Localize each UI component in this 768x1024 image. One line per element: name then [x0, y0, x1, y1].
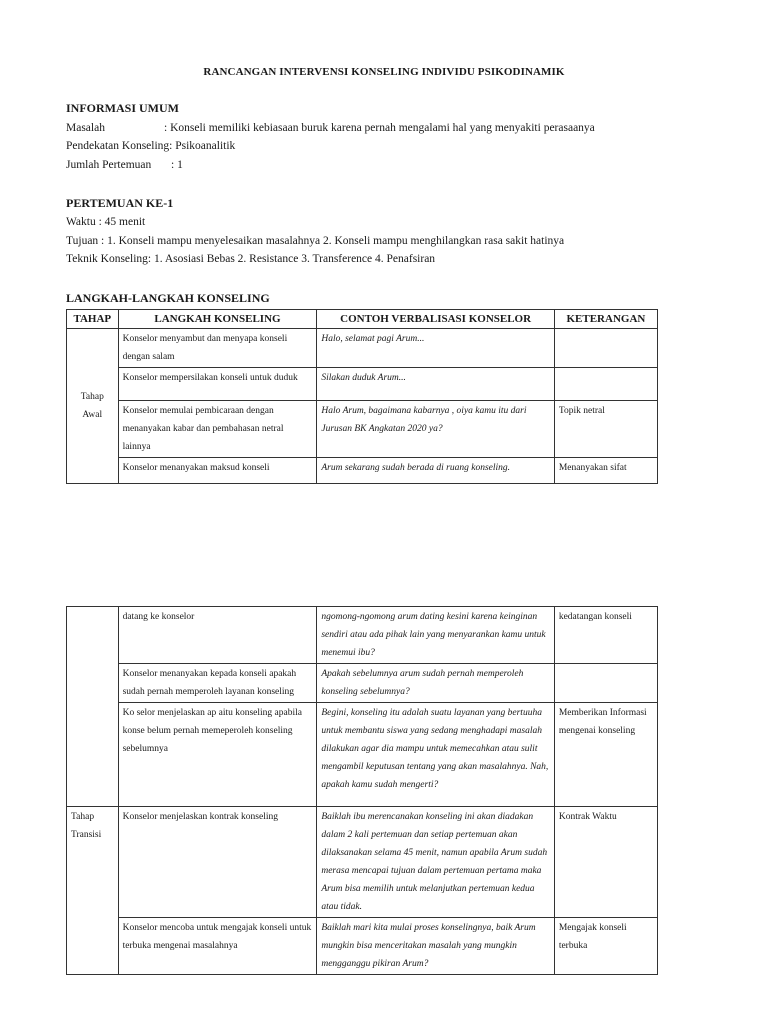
contoh-cell: Baiklah ibu merencanakan konseling ini akan diadakan dalam 2 kali pertemuan dan setiap pertemuan akan dilaksanakan selama 45 menit, namun apabila Arum sudah merasa mencapai tujuan dalam pertemuan pertama maka Arum bisa memilih untuk melanjutkan pertemuan kedua atau tidak.: [317, 807, 554, 918]
contoh-cell: Arum sekarang sudah berada di ruang konseling.: [317, 458, 554, 484]
table-row: [67, 807, 658, 918]
keterangan-cell: Mengajak konseli terbuka: [554, 918, 657, 975]
contoh-cell: Apakah sebelumnya arum sudah pernah memperoleh konseling sebelumnya?: [317, 664, 554, 703]
keterangan-cell: [554, 329, 657, 368]
contoh-cell: ngomong-ngomong arum dating kesini karena keinginan sendiri atau ada pihak lain yang menyarankan kamu untuk menemui ibu?: [317, 607, 554, 664]
page-title: RANCANGAN INTERVENSI KONSELING INDIVIDU PSIKODINAMIK: [203, 66, 565, 78]
header-keterangan: KETERANGAN: [554, 310, 657, 329]
keterangan-cell: Topik netral: [554, 401, 657, 458]
stage-cell: Tahap Awal: [67, 329, 119, 484]
langkah-cell: Konselor menanyakan kepada konseli apakah sudah pernah memperoleh layanan konseling: [118, 664, 317, 703]
contoh-cell: Begini, konseling itu adalah suatu layanan yang bertuuha untuk membantu siswa yang sedang menghadapi masalah dilakukan agar dia mampu untuk memecahkan atau sulit mengambil keputusan tentang yang akan masalahnya. Nah, apakah kamu sudah mengerti?: [317, 703, 554, 807]
keterangan-cell: kedatangan konseli: [554, 607, 657, 664]
section-heading-pertemuan: PERTEMUAN KE-1: [66, 196, 174, 210]
langkah-cell: datang ke konselor: [118, 607, 317, 664]
table-row: [67, 458, 658, 484]
table-row: [67, 918, 658, 975]
langkah-cell: Konselor menanyakan maksud konseli: [118, 458, 317, 484]
table-row: [67, 401, 658, 458]
header-contoh: CONTOH VERBALISASI KONSELOR: [317, 310, 554, 329]
contoh-cell: Baiklah mari kita mulai proses konselingnya, baik Arum mungkin bisa menceritakan masalah yang mungkin mengganggu pikiran Arum?: [317, 918, 554, 975]
counseling-table-part-1: [66, 309, 658, 484]
header-langkah: LANGKAH KONSELING: [118, 310, 317, 329]
pendekatan-line: Pendekatan Konseling: Psikoanalitik: [66, 140, 236, 152]
section-heading-informasi-umum: INFORMASI UMUM: [66, 101, 179, 115]
stage-cell-empty: [67, 607, 119, 807]
table-row: [67, 664, 658, 703]
contoh-cell: Silakan duduk Arum...: [317, 368, 554, 401]
keterangan-cell: [554, 664, 657, 703]
jumlah-label: Jumlah Pertemuan: [66, 159, 152, 171]
jumlah-line: [66, 159, 183, 171]
teknik-line: Teknik Konseling: 1. Asosiasi Bebas 2. Resistance 3. Transference 4. Penafsiran: [66, 253, 436, 265]
masalah-label: Masalah: [66, 122, 105, 134]
section-heading-langkah: LANGKAH-LANGKAH KONSELING: [66, 291, 270, 305]
table-row: [67, 368, 658, 401]
counseling-table-part-2: [66, 606, 658, 975]
langkah-cell: Konselor mencoba untuk mengajak konseli untuk terbuka mengenai masalahnya: [118, 918, 317, 975]
table-header-row: [67, 310, 658, 329]
keterangan-cell: Menanyakan sifat: [554, 458, 657, 484]
langkah-cell: Konselor menjelaskan kontrak konseling: [118, 807, 317, 918]
header-tahap: TAHAP: [67, 310, 119, 329]
contoh-cell: Halo, selamat pagi Arum...: [317, 329, 554, 368]
table-row: [67, 329, 658, 368]
langkah-cell: Konselor mempersilakan konseli untuk duduk: [118, 368, 317, 401]
jumlah-value: : 1: [171, 159, 183, 171]
contoh-cell: Halo Arum, bagaimana kabarnya , oiya kamu itu dari Jurusan BK Angkatan 2020 ya?: [317, 401, 554, 458]
table-row: [67, 703, 658, 807]
langkah-cell: Ko selor menjelaskan ap aitu konseling apabila konse belum pernah memeperoleh konseling sebelumnya: [118, 703, 317, 807]
tujuan-line: Tujuan : 1. Konseli mampu menyelesaikan masalahnya 2. Konseli mampu menghilangkan rasa sakit hatinya: [66, 235, 565, 247]
keterangan-cell: [554, 368, 657, 401]
keterangan-cell: Memberikan Informasi mengenai konseling: [554, 703, 657, 807]
langkah-cell: Konselor memulai pembicaraan dengan menanyakan kabar dan pembahasan netral lainnya: [118, 401, 317, 458]
waktu-line: Waktu : 45 menit: [66, 216, 146, 228]
langkah-cell: Konselor menyambut dan menyapa konseli dengan salam: [118, 329, 317, 368]
stage-cell: Tahap Transisi: [67, 807, 119, 975]
table-row: [67, 607, 658, 664]
masalah-value: : Konseli memiliki kebiasaan buruk karena pernah mengalami hal yang menyakiti perasaanya: [164, 122, 595, 134]
keterangan-cell: Kontrak Waktu: [554, 807, 657, 918]
masalah-line: [66, 122, 595, 134]
